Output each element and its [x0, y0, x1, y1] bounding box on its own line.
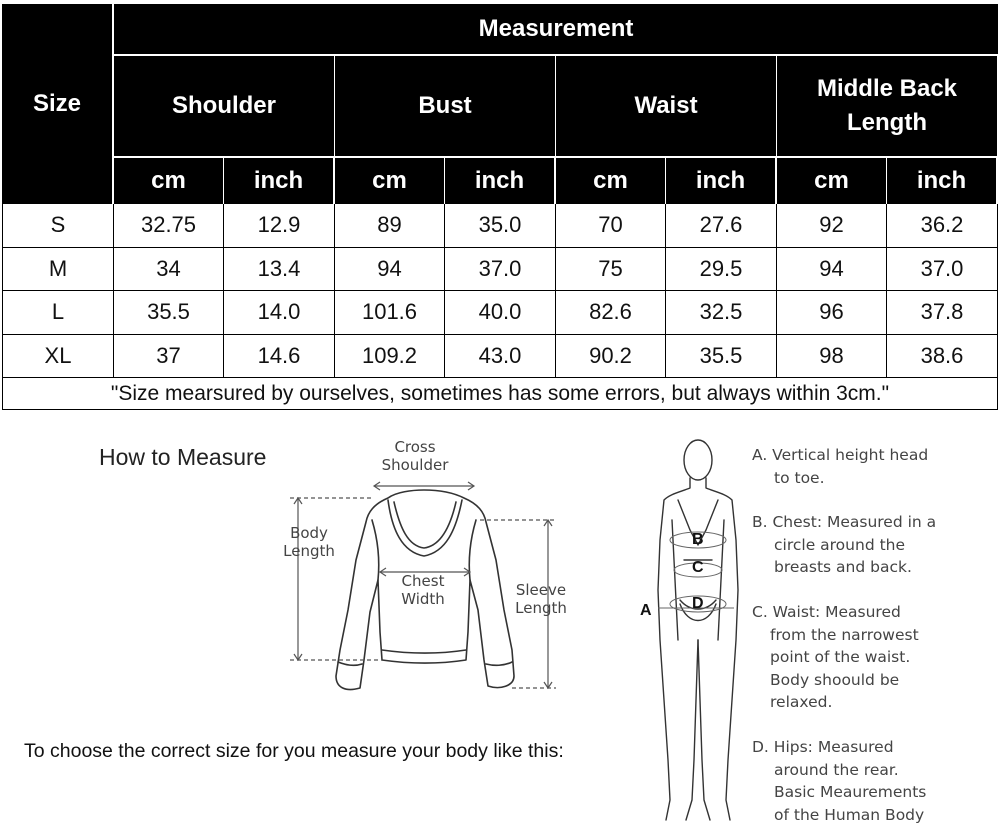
description-b: B. Chest: Measured in a circle around the breasts and back. — [752, 513, 937, 576]
group-header-2: Waist — [556, 56, 776, 156]
choose-size-instruction: To choose the correct size for you measure your body like this: — [24, 740, 564, 762]
value-cell: 109.2 — [335, 335, 445, 379]
unit-header-1: inch — [224, 158, 333, 204]
value-cell: 70 — [556, 204, 666, 248]
value-cell: 32.75 — [114, 204, 224, 248]
body-letter-b: B — [692, 531, 704, 548]
description-a: A. Vertical height head to toe. — [752, 446, 929, 487]
value-cell: 94 — [335, 248, 445, 292]
body-letter-a: A — [640, 602, 652, 619]
group-header-1: Bust — [335, 56, 555, 156]
measurement-note — [2, 378, 998, 410]
value-cell: 82.6 — [556, 291, 666, 335]
unit-header-4: cm — [556, 158, 665, 204]
unit-header-2: cm — [335, 158, 444, 204]
size-cell: M — [2, 248, 114, 292]
value-cell: 12.9 — [224, 204, 335, 248]
body-letter-d: D — [692, 595, 704, 612]
value-cell: 89 — [335, 204, 445, 248]
value-cell: 92 — [777, 204, 887, 248]
unit-header-0: cm — [114, 158, 223, 204]
value-cell: 38.6 — [887, 335, 998, 379]
measurement-header-cell — [114, 4, 998, 54]
value-cell: 34 — [114, 248, 224, 292]
chest-width-label: Chest Width — [401, 572, 445, 608]
sleeve-length-label: Sleeve Length — [515, 581, 567, 617]
value-cell: 90.2 — [556, 335, 666, 379]
how-to-measure-title: How to Measure — [99, 444, 267, 470]
group-header-0: Shoulder — [114, 56, 334, 156]
value-cell: 37.0 — [887, 248, 998, 292]
unit-header-7: inch — [887, 158, 996, 204]
value-cell: 101.6 — [335, 291, 445, 335]
value-cell: 96 — [777, 291, 887, 335]
value-cell: 35.5 — [666, 335, 777, 379]
value-cell: 43.0 — [445, 335, 556, 379]
size-header-cell — [2, 4, 112, 204]
value-cell: 36.2 — [887, 204, 998, 248]
value-cell: 14.0 — [224, 291, 335, 335]
size-chart-table — [2, 4, 998, 410]
value-cell: 37.0 — [445, 248, 556, 292]
human-figure-diagram — [640, 434, 745, 830]
value-cell: 27.6 — [666, 204, 777, 248]
value-cell: 98 — [777, 335, 887, 379]
value-cell: 40.0 — [445, 291, 556, 335]
unit-header-3: inch — [445, 158, 554, 204]
size-cell: S — [2, 204, 114, 248]
measurement-note-text: "Size mearsured by ourselves, sometimes has some errors, but always within 3cm." — [110, 381, 890, 405]
value-cell: 13.4 — [224, 248, 335, 292]
value-cell: 75 — [556, 248, 666, 292]
cross-shoulder-label: Cross Shoulder — [381, 438, 449, 474]
value-cell: 35.5 — [114, 291, 224, 335]
group-header-3: Middle Back Length — [777, 56, 997, 156]
value-cell: 32.5 — [666, 291, 777, 335]
size-header: Size — [32, 90, 82, 117]
value-cell: 29.5 — [666, 248, 777, 292]
measurement-header: Measurement — [478, 15, 634, 42]
description-d: D. Hips: Measured around the rear. Basic Meaurements of the Human Body — [752, 738, 927, 824]
value-cell: 94 — [777, 248, 887, 292]
description-c: C. Waist: Measured from the narrowest point of the waist. Body shoould be relaxed. — [752, 603, 919, 711]
unit-header-6: cm — [777, 158, 886, 204]
value-cell: 37.8 — [887, 291, 998, 335]
body-length-label: Body Length — [283, 524, 335, 560]
body-letter-c: C — [692, 559, 704, 576]
value-cell: 35.0 — [445, 204, 556, 248]
size-cell: XL — [2, 335, 114, 379]
value-cell: 14.6 — [224, 335, 335, 379]
value-cell: 37 — [114, 335, 224, 379]
unit-header-5: inch — [666, 158, 775, 204]
size-cell: L — [2, 291, 114, 335]
